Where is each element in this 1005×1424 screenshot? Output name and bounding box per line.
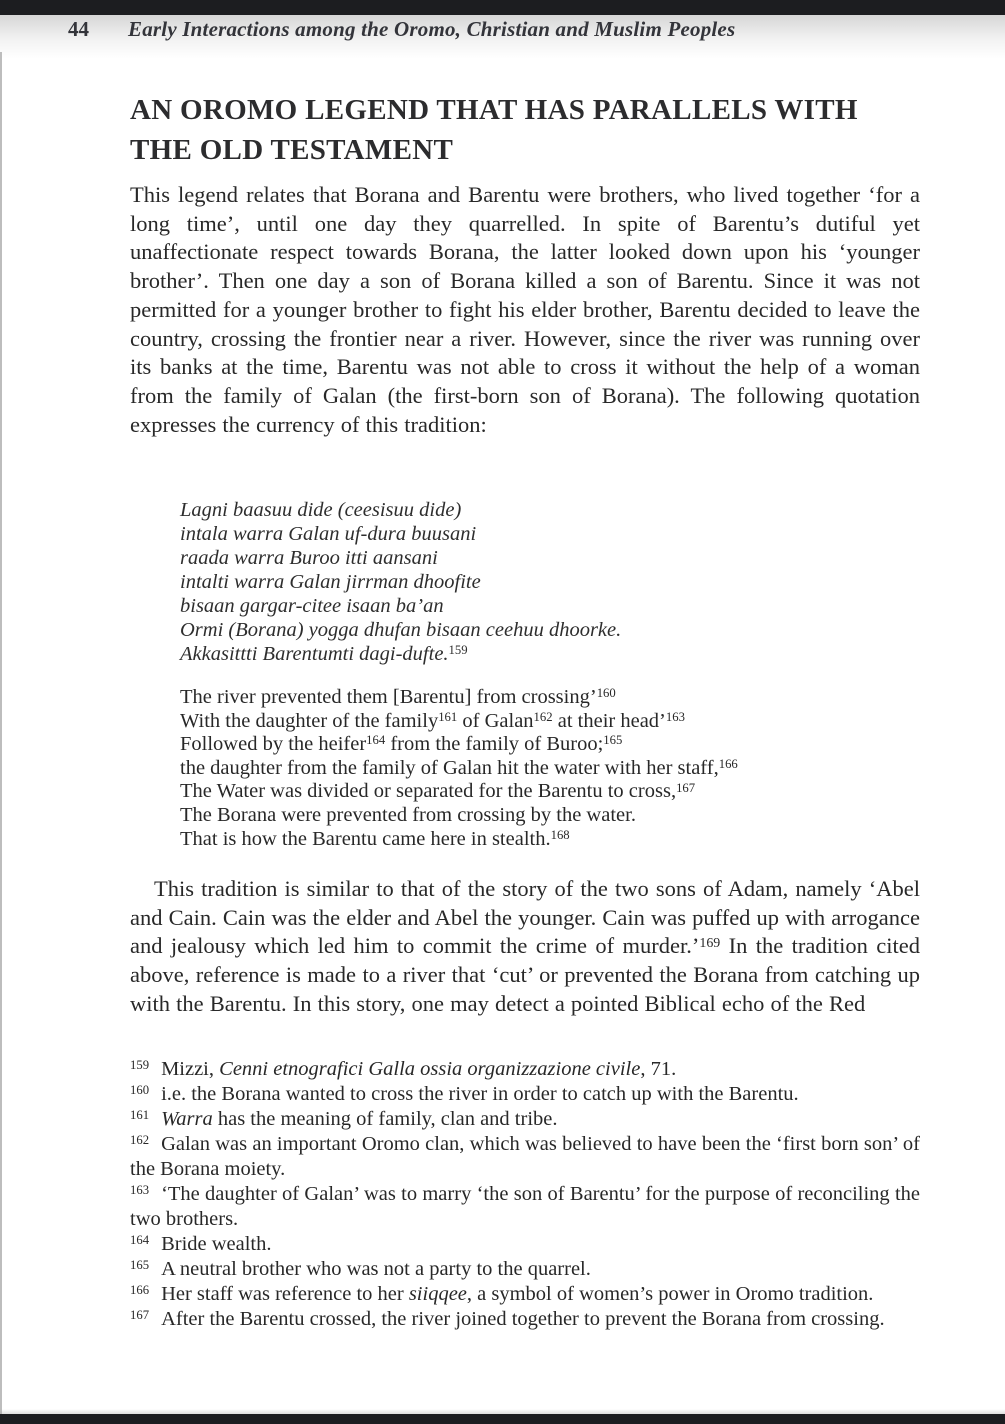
translation-line: The Borana were prevented from crossing by the water.: [180, 803, 636, 826]
footnote-160: $^{160}$ i.e. the Borana wanted to cross the river in order to catch up with the Barentu.: [130, 1083, 799, 1105]
paragraph-legend-intro: This legend relates that Borana and Barentu were brothers, who lived together ‘for a long time’, until one day they quarrelled. In spite of Barentu’s dutiful yet unaffectionate respect towards Borana, the latter looked down upon his ‘younger brother’. Then one day a son of Borana killed a son of Barentu. Since it was not permitted for a younger brother to fight his elder brother, Barentu decided to leave the country, crossing the frontier near a river. However, since the river was running over its banks at the time, Barentu was not able to cross it without the help of a woman from the family of Galan (the first-born son of Borana). The following quotation expresses the currency of this tradition:: [130, 182, 920, 437]
footnote-ref: 166: [718, 757, 738, 772]
top-black-bar: [0, 0, 1005, 15]
footnote-162: $^{162}$ Galan was an important Oromo clan, which was believed to have been the ‘first born son’ of the Borana moiety.: [130, 1133, 920, 1180]
verse-line: Akkasittti Barentumti dagi-dufte.$^{159}$: [180, 643, 468, 665]
footnote-ref: 167: [676, 780, 696, 795]
footnote-number: 165: [130, 1258, 150, 1273]
footnote-ref: 161: [438, 709, 458, 724]
footnote-ref: 162: [533, 709, 553, 724]
footnote-ref: 164: [366, 733, 386, 748]
footnote-number: 164: [130, 1233, 150, 1248]
footnote-ref: 165: [603, 733, 623, 748]
verse-line: bisaan gargar-citee isaan ba’an: [180, 595, 444, 617]
footnote-163: $^{163}$ ‘The daughter of Galan’ was to marry ‘the son of Barentu’ for the purpose of reconciling the two brothers.: [130, 1183, 920, 1230]
footnote-number: 162: [130, 1133, 150, 1148]
translation-line: That is how the Barentu came here in stealth.$^{168}$: [180, 827, 570, 850]
footnote-166: $^{166}$ Her staff was reference to her siiqqee, a symbol of women’s power in Oromo tradition.: [130, 1283, 874, 1305]
running-header-band: [0, 15, 1005, 59]
footnote-number: 166: [130, 1283, 150, 1298]
footnote-159: $^{159}$ Mizzi, Cenni etnografici Galla ossia organizzazione civile, 71.: [130, 1058, 677, 1080]
footnotes-section: [130, 1057, 920, 1332]
footnote-number: 167: [130, 1308, 150, 1323]
translation-line: The river prevented them [Barentu] from crossing’$^{160}$: [180, 686, 616, 708]
footnote-number: 163: [130, 1183, 150, 1198]
footnote-number: 160: [130, 1083, 150, 1098]
page-edge-line: [0, 52, 2, 1414]
translation-line: the daughter from the family of Galan hit the water with her staff,$^{166}$: [180, 756, 738, 779]
heading-line-2: THE OLD TESTAMENT: [130, 134, 454, 166]
section-heading: [130, 90, 930, 170]
verse-line: raada warra Buroo itti aansani: [180, 547, 438, 569]
footnote-ref: 160: [596, 686, 616, 701]
verse-line: intalti warra Galan jirrman dhoofite: [180, 571, 481, 593]
translation-line: The Water was divided or separated for the Barentu to cross,$^{167}$: [180, 780, 696, 803]
paragraph-tradition-comparison: This tradition is similar to that of the story of the two sons of Adam, namely ‘Abel and Cain. Cain was the elder and Abel the younger. Cain was puffed up with arrogance and jealousy which led him to commit the crime of murder.’$^{169}$ In the tradition cited above, reference is made to a river that ‘cut’ or prevented the Borana from catching up with the Barentu. In this story, one may detect a pointed Biblical echo of the Red: [130, 876, 920, 1016]
verse-line: Ormi (Borana) yogga dhufan bisaan ceehuu dhoorke.: [180, 619, 622, 641]
translation-line: Followed by the heifer$^{164}$ from the family of Buroo;$^{165}$: [180, 733, 623, 756]
footnote-167: $^{167}$ After the Barentu crossed, the river joined together to prevent the Borana from crossing.: [130, 1308, 885, 1330]
footnote-ref: 168: [550, 827, 570, 842]
verse-translation-block: [180, 686, 738, 851]
page-number: 44: [68, 17, 89, 41]
footnote-ref: 163: [665, 709, 685, 724]
footnote-ref: 159: [448, 643, 468, 658]
footnote-ref: 169: [699, 936, 721, 952]
footnote-number: 159: [130, 1058, 150, 1073]
heading-line-1: AN OROMO LEGEND THAT HAS PARALLELS WITH: [130, 94, 858, 126]
footnote-number: 161: [130, 1108, 150, 1123]
running-header-title: Early Interactions among the Oromo, Christian and Muslim Peoples: [128, 17, 736, 41]
translation-line: With the daughter of the family$^{161}$ of Galan$^{162}$ at their head’$^{163}$: [180, 709, 685, 732]
footnote-161: $^{161}$ Warra has the meaning of family, clan and tribe.: [130, 1108, 558, 1130]
verse-line: Lagni baasuu dide (ceesisuu dide): [180, 499, 462, 521]
footnote-164: $^{164}$ Bride wealth.: [130, 1233, 272, 1255]
bottom-black-bar: [0, 1414, 1005, 1424]
footnote-165: $^{165}$ A neutral brother who was not a party to the quarrel.: [130, 1258, 591, 1280]
verse-line: intala warra Galan uf-dura buusani: [180, 523, 477, 545]
oromo-verse-block: [180, 498, 621, 666]
